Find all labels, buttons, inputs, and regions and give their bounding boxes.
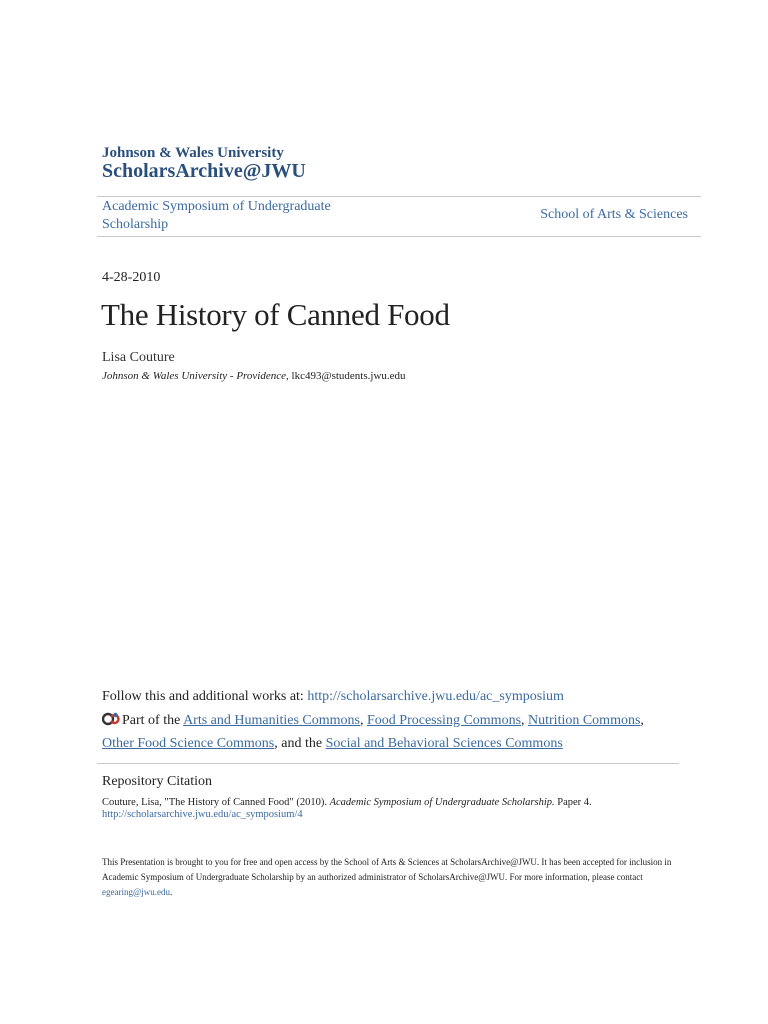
department-link[interactable]: School of Arts & Sciences: [540, 207, 688, 222]
follow-line: [102, 689, 564, 705]
repository-name[interactable]: ScholarsArchive@JWU: [102, 160, 306, 182]
contact-email-link[interactable]: egearing@jwu.edu: [102, 887, 171, 897]
citation-heading: Repository Citation: [102, 774, 213, 789]
part-of-line: [102, 711, 662, 754]
citation-prefix: Couture, Lisa, "The History of Canned Food" (2010).: [102, 797, 327, 808]
commons-link-nutrition[interactable]: Nutrition Commons: [528, 713, 641, 728]
header-divider-top: [97, 196, 701, 197]
citation-suffix: Paper 4.: [557, 797, 592, 808]
citation-link[interactable]: http://scholarsarchive.jwu.edu/ac_symposium/4: [102, 809, 303, 820]
notice-end: .: [170, 887, 173, 897]
commons-link-arts-humanities[interactable]: Arts and Humanities Commons: [183, 713, 360, 728]
header-divider-bottom: [97, 236, 701, 237]
citation-text: [102, 796, 592, 810]
access-notice: [102, 855, 672, 900]
commons-link-social-behavioral[interactable]: Social and Behavioral Sciences Commons: [325, 736, 563, 751]
follow-link[interactable]: http://scholarsarchive.jwu.edu/ac_symposium: [307, 689, 564, 704]
notice-text: This Presentation is brought to you for free and open access by the School of Arts & Sciences at ScholarsArchive@JWU. It has been accepted for inclusion in Academic Symposium of Undergraduate Scholarship by an authorized administrator of ScholarsArchive@JWU. For more information, please contact: [102, 857, 672, 882]
citation-divider: [97, 763, 679, 764]
affiliation-institution: Johnson & Wales University - Providence: [102, 370, 287, 382]
author-email: lkc493@students.jwu.edu: [291, 370, 406, 382]
commons-separator: ,: [640, 713, 644, 728]
paper-title: The History of Canned Food: [101, 297, 450, 332]
open-access-commons-icon: [102, 711, 120, 734]
publication-date: 4-28-2010: [102, 270, 161, 285]
commons-link-other-food-science[interactable]: Other Food Science Commons: [102, 736, 275, 751]
commons-and-the: , and the: [274, 736, 323, 751]
citation-journal: Academic Symposium of Undergraduate Scholarship.: [329, 797, 555, 808]
part-of-prefix: Part of the: [122, 713, 181, 728]
commons-separator: ,: [360, 713, 364, 728]
author-affiliation: Johnson & Wales University - Providence, lkc493@students.jwu.edu: [102, 370, 406, 382]
series-link[interactable]: Academic Symposium of Undergraduate Scholarship: [102, 199, 331, 232]
commons-link-food-processing[interactable]: Food Processing Commons: [367, 713, 522, 728]
author-name: Lisa Couture: [102, 350, 175, 365]
university-name: Johnson & Wales University: [102, 145, 284, 161]
follow-label: Follow this and additional works at:: [102, 689, 304, 704]
commons-separator: ,: [521, 713, 525, 728]
